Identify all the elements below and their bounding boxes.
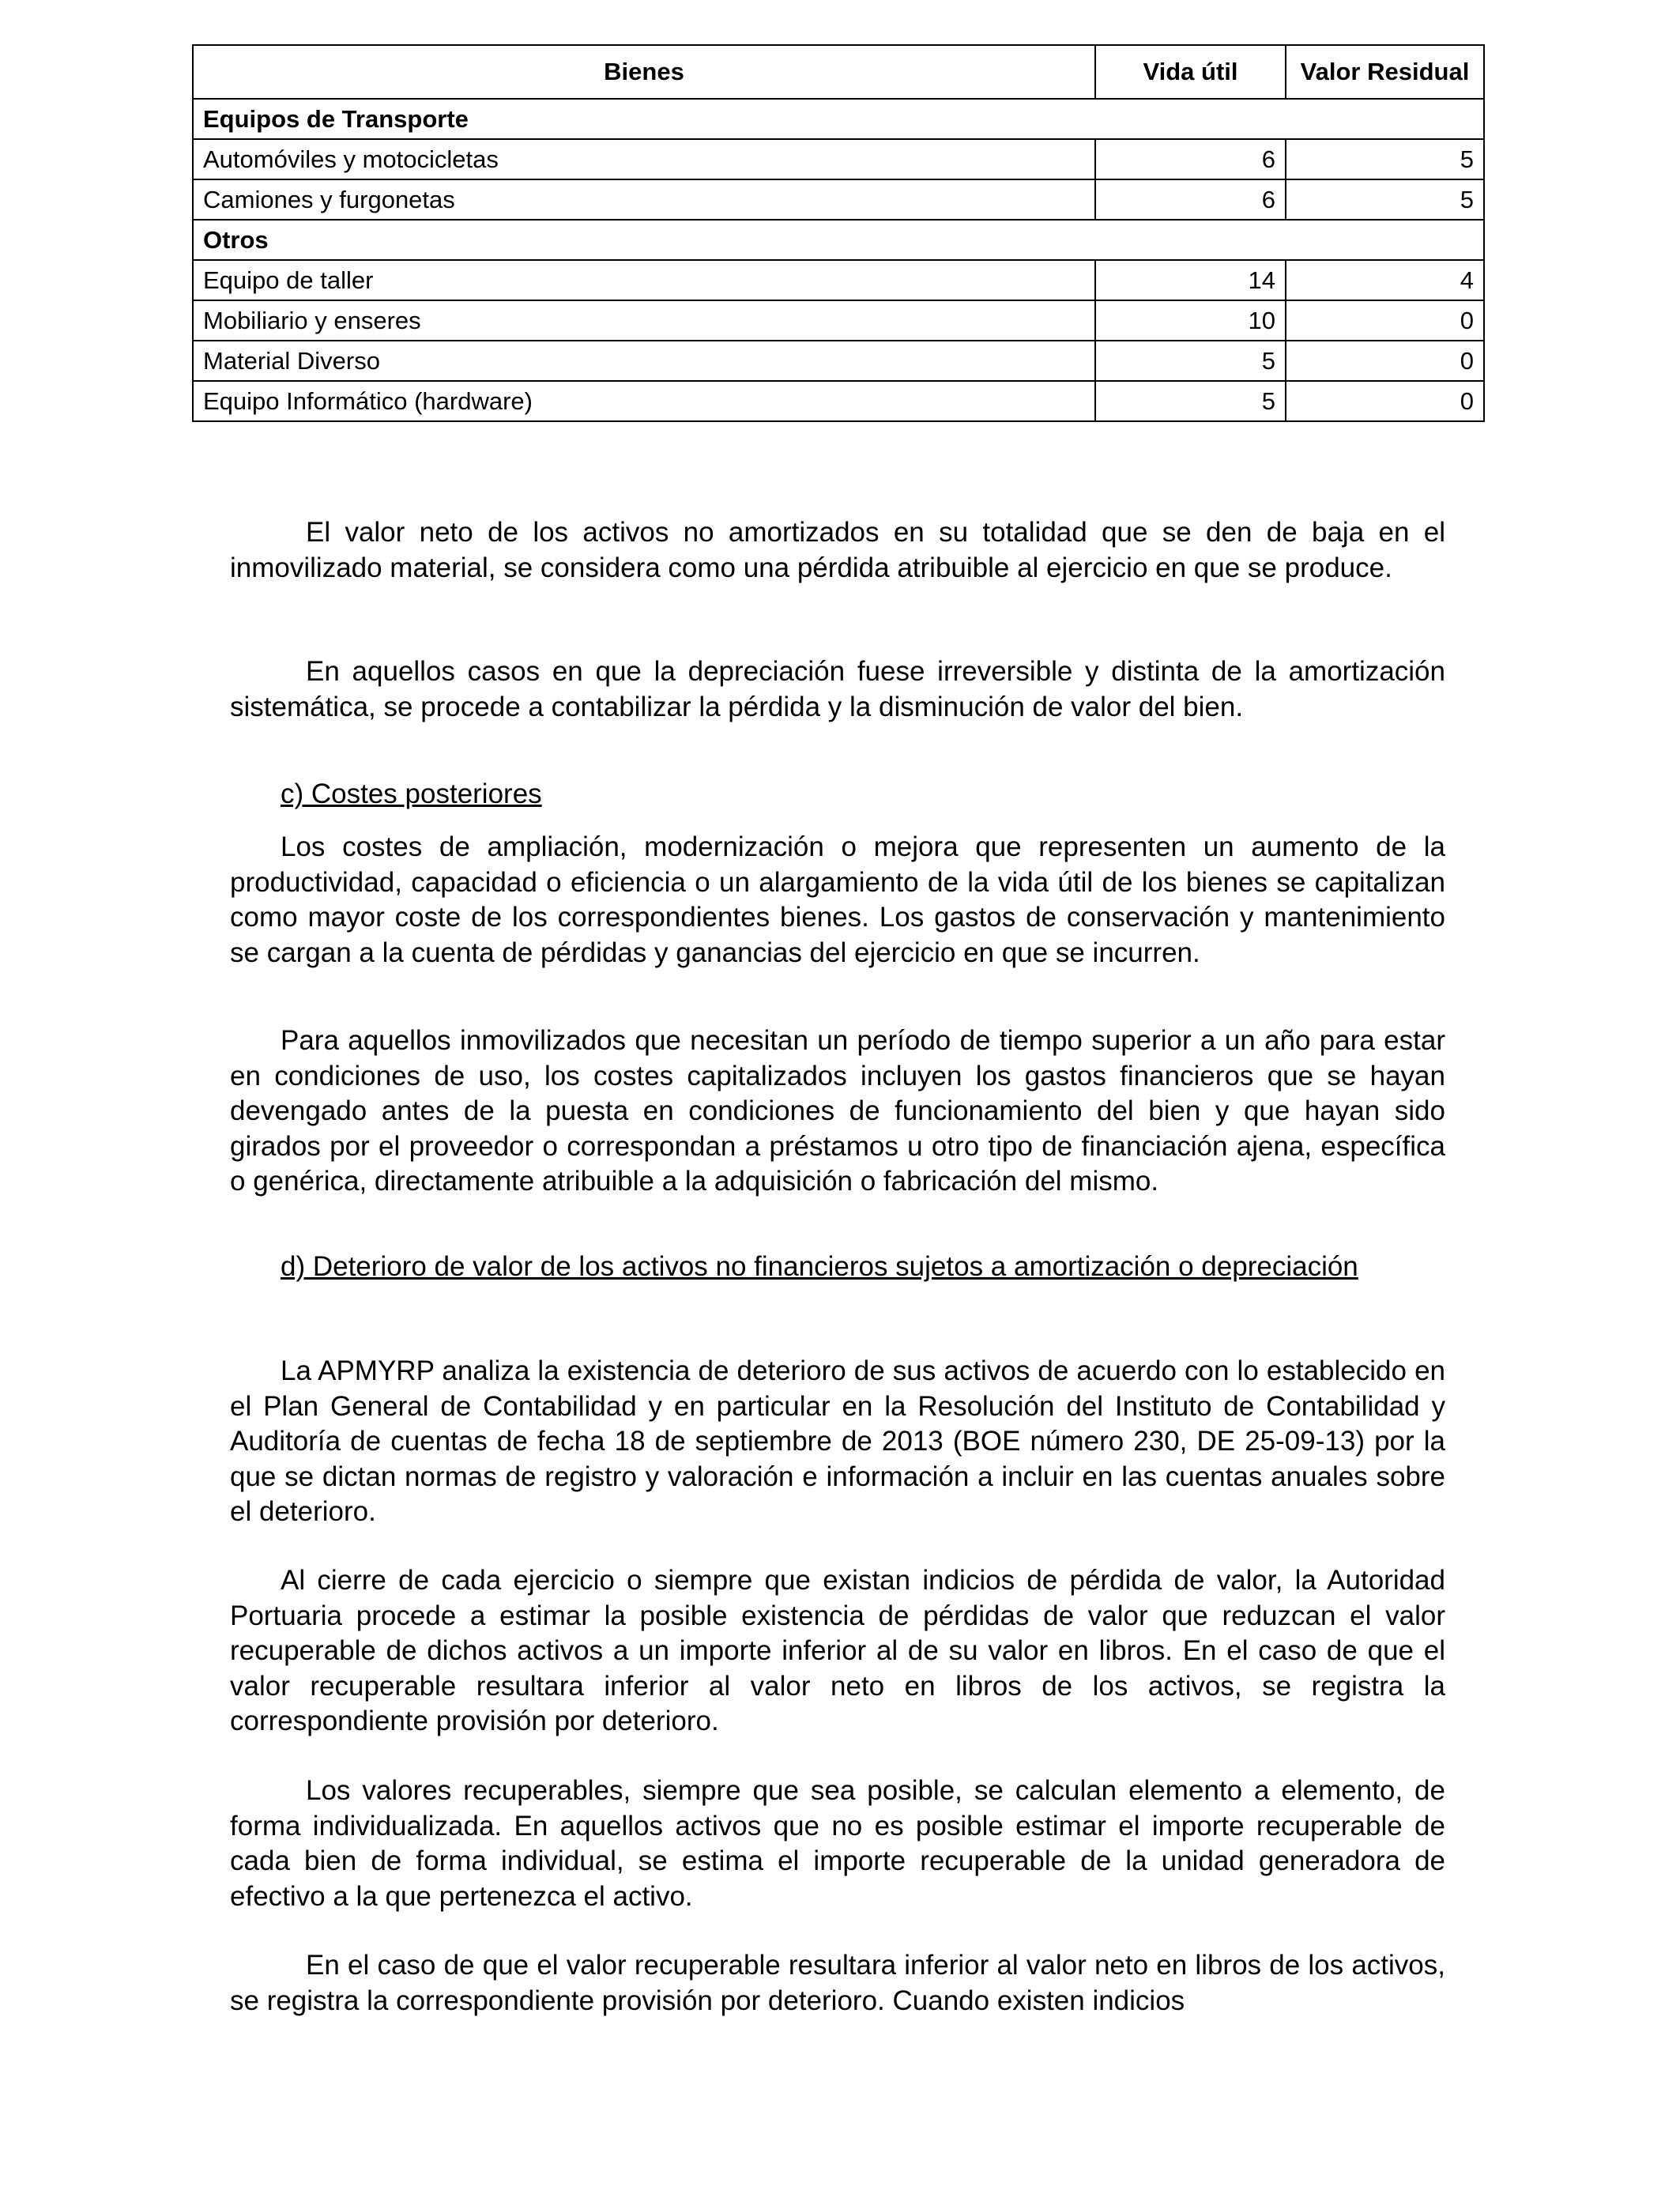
section-heading-costes-posteriores: c) Costes posteriores: [281, 778, 542, 809]
cell-vida: 6: [1095, 179, 1286, 220]
cell-vida: 5: [1095, 381, 1286, 421]
cell-residual: 5: [1286, 179, 1484, 220]
paragraph-apmyrp-deterioro: La APMYRP analiza la existencia de deterioro de sus activos de acuerdo con lo establecido en el Plan General de Contabilidad y en particular en la Resolución del Instituto de Contabilidad y Auditoría de cuentas de fecha 18 de septiembre de 2013 (BOE número 230, DE 25-09-13) por la que se dictan normas de registro y valoración e información a incluir en las cuentas anuales sobre el deterioro.: [230, 1355, 1445, 1527]
header-bienes: Bienes: [193, 45, 1095, 99]
cell-bien: Camiones y furgonetas: [193, 179, 1095, 220]
cell-bien: Equipo de taller: [193, 260, 1095, 300]
useful-life-table: [192, 44, 1485, 422]
header-vida-util: Vida útil: [1095, 45, 1286, 99]
cell-vida: 10: [1095, 300, 1286, 341]
cell-vida: 6: [1095, 139, 1286, 179]
section-heading-deterioro: d) Deterioro de valor de los activos no financieros sujetos a amortización o depreciación: [281, 1251, 1358, 1282]
header-valor-residual: Valor Residual: [1286, 45, 1484, 99]
cell-bien: Equipo Informático (hardware): [193, 381, 1095, 421]
table-row: [193, 139, 1484, 179]
cell-vida: 14: [1095, 260, 1286, 300]
table-header-row: [193, 45, 1484, 99]
paragraph-cierre-ejercicio: Al cierre de cada ejercicio o siempre que existan indicios de pérdida de valor, la Autoridad Portuaria procede a estimar la posible existencia de pérdidas de valor que reduzcan el valor recuperable de dichos activos a un importe inferior al de su valor en libros. En el caso de que el valor recuperable resultara inferior al valor neto en libros de los activos, se registra la correspondiente provisión por deterioro.: [230, 1565, 1445, 1736]
cell-bien: Automóviles y motocicletas: [193, 139, 1095, 179]
group-label: Otros: [193, 220, 1484, 260]
cell-residual: 0: [1286, 300, 1484, 341]
cell-bien: Material Diverso: [193, 341, 1095, 381]
table-row: [193, 179, 1484, 220]
cell-bien: Mobiliario y enseres: [193, 300, 1095, 341]
paragraph-costes-ampliacion: Los costes de ampliación, modernización o mejora que representen un aumento de la productividad, capacidad o eficiencia o un alargamiento de la vida útil de los bienes se capitalizan como mayor coste de los correspondientes bienes. Los gastos de conservación y mantenimiento se cargan a la cuenta de pérdidas y ganancias del ejercicio en que se incurren.: [230, 831, 1445, 968]
cell-residual: 0: [1286, 381, 1484, 421]
paragraph-provision-deterioro: En el caso de que el valor recuperable resultara inferior al valor neto en libros de los activos, se registra la correspondiente provisión por deterioro. Cuando existen indicios: [230, 1950, 1445, 2016]
group-row: [193, 220, 1484, 260]
table-row: [193, 381, 1484, 421]
paragraph-valor-neto: El valor neto de los activos no amortizados en su totalidad que se den de baja en el inmovilizado material, se considera como una pérdida atribuible al ejercicio en que se produce.: [230, 517, 1445, 583]
cell-vida: 5: [1095, 341, 1286, 381]
paragraph-depreciacion: En aquellos casos en que la depreciación fuese irreversible y distinta de la amortización sistemática, se procede a contabilizar la pérdida y la disminución de valor del bien.: [230, 656, 1445, 722]
cell-residual: 5: [1286, 139, 1484, 179]
paragraph-valores-recuperables: Los valores recuperables, siempre que sea posible, se calculan elemento a elemento, de forma individualizada. En aquellos activos que no es posible estimar el importe recuperable de cada bien de forma individual, se estima el importe recuperable de la unidad generadora de efectivo a la que pertenezca el activo.: [230, 1775, 1445, 1912]
group-row: [193, 99, 1484, 139]
paragraph-gastos-financieros: Para aquellos inmovilizados que necesitan un período de tiempo superior a un año para estar en condiciones de uso, los costes capitalizados incluyen los gastos financieros que se hayan devengado antes de la puesta en condiciones de funcionamiento del bien y que hayan sido girados por el proveedor o correspondan a préstamos u otro tipo de financiación ajena, específica o genérica, directamente atribuible a la adquisición o fabricación del mismo.: [230, 1025, 1445, 1197]
cell-residual: 0: [1286, 341, 1484, 381]
table-row: [193, 341, 1484, 381]
group-label: Equipos de Transporte: [193, 99, 1484, 139]
table-row: [193, 260, 1484, 300]
cell-residual: 4: [1286, 260, 1484, 300]
table-row: [193, 300, 1484, 341]
